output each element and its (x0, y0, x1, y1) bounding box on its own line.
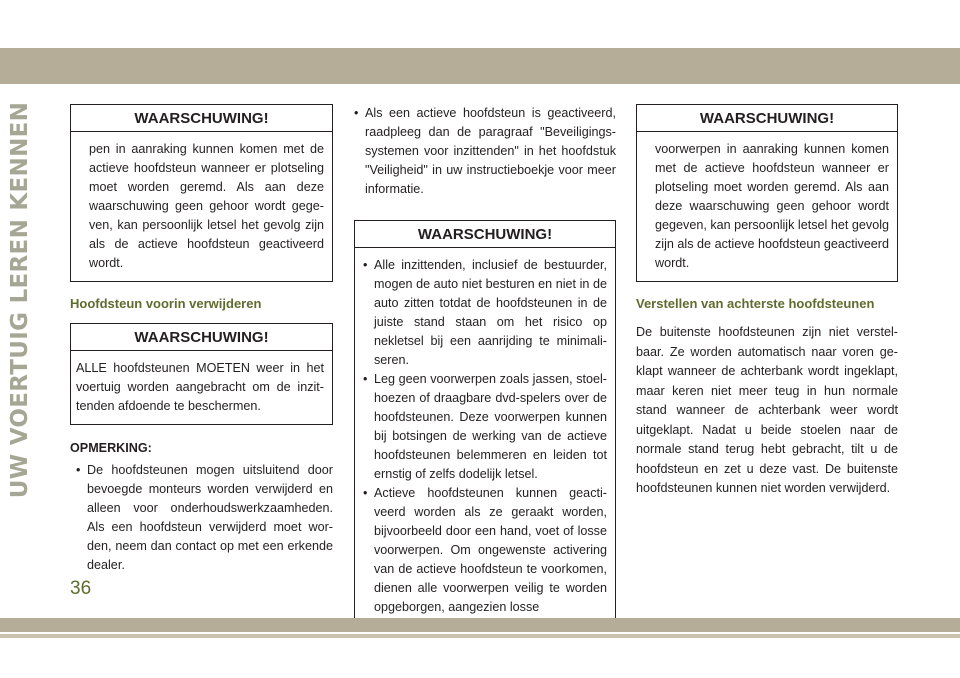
bottom-band (0, 618, 960, 632)
column-1 (70, 104, 333, 575)
warning-title: WAARSCHUWING! (71, 105, 332, 132)
rear-headrest-paragraph: De buitenste hoofdsteunen zijn niet verstelbaar. Ze worden automatisch naar voren geklapt wanneer de achterbank wordt ingeklapt, maar keren niet meer teug in hun normale stand wanneer de achterbank weer wordt uitgeklapt. Nadat u beide stoelen naar de normale stand terug hebt gebracht, tilt u de hoofdsteun en zet u deze vast. De buitenste hoofdsteunen kunnen niet worden verwijderd. (636, 325, 898, 495)
warning-text: pen in aanraking kunnen komen met de actieve hoofdsteun wanneer er plotseling moet worden geremd. Als aan deze waarschuwing geen gehoor wordt gegeven, kan persoonlijk letsel het gevolg zijn als de actieve hoofdsteun geactiveerd wordt. (89, 142, 324, 270)
warning-bullet: • Leg geen voorwerpen zoals jassen, stoelhoezen of draagbare dvd-spelers over de hoofdsteunen. Deze voorwerpen kunnen bij botsingen de werking van de actieve hoofdsteunen belemmeren en leiden tot ernstig of zelfs dodelijk letsel. (363, 372, 607, 481)
warning-title: WAARSCHUWING! (637, 105, 897, 132)
warning-box-4 (636, 104, 898, 282)
warning-bullet-text: Alle inzittenden, inclusief de bestuurder, mogen de auto niet besturen en niet in de auto zitten totdat de hoofdsteunen in de juiste stand staan om het risico op nekletsel bij een aanrijding te minimaliseren. (374, 258, 607, 367)
note-bullet-text: De hoofdsteunen mogen uitsluitend door bevoegde monteurs worden verwijderd en alleen voor onderhoudswerkzaamheden. Als een hoofdsteun verwijderd moet worden, neem dan contact op met een erkende dealer. (87, 463, 333, 572)
bottom-band-thin (0, 634, 960, 638)
note-label: OPMERKING: (70, 441, 152, 455)
page-number: 36 (70, 578, 92, 599)
warning-box-2 (70, 323, 333, 425)
warning-list (355, 248, 615, 623)
warning-bullet: • Alle inzittenden, inclusief de bestuurder, mogen de auto niet besturen en niet in de auto zitten totdat de hoofdsteunen in de juiste stand staan om het risico op nekletsel bij een aanrijding te minimaliseren. (363, 258, 607, 367)
warning-title: WAARSCHUWING! (355, 221, 615, 248)
warning-bullet-text: Actieve hoofdsteunen kunnen geactiveerd worden als ze geraakt worden, bijvoorbeeld door een hand, voet of losse voorwerpen. Om ongewenste activering van de actieve hoofdsteun te voorkomen, dienen alle voorwerpen veilig te worden opgeborgen, aangezien losse (374, 486, 607, 614)
info-bullet: • Als een actieve hoofdsteun is geactiveerd, raadpleeg dan de paragraaf "Beveiligingssystemen voor inzittenden" in het hoofdstuk "Veiligheid" in uw instructieboekje voor meer informatie. (354, 106, 616, 196)
warning-text: voorwerpen in aanraking kunnen komen met de actieve hoofdsteun wanneer er plotseling moet worden geremd. Als aan deze waarschuwing geen gehoor wordt gegeven, kan persoonlijk letsel het gevolg zijn als de actieve hoofdsteun geactiveerd wordt. (655, 142, 889, 270)
top-band (0, 48, 960, 84)
warning-box-1 (70, 104, 333, 282)
warning-title: WAARSCHUWING! (71, 324, 332, 351)
warning-text: ALLE hoofdsteunen MOETEN weer in het voertuig worden aangebracht om de inzittenden afdoende te beschermen. (76, 361, 324, 413)
column-3 (636, 104, 898, 499)
warning-bullet-text: Leg geen voorwerpen zoals jassen, stoelhoezen of draagbare dvd-spelers over de hoofdsteunen. Deze voorwerpen kunnen bij botsingen de werking van de actieve hoofdsteunen belemmeren en leiden tot ernstig of zelfs dodelijk letsel. (374, 372, 607, 481)
section-heading-front-headrest: Hoofdsteun voorin verwijderen (70, 296, 262, 311)
side-title-text: UW VOERTUIG LEREN KENNEN (7, 101, 33, 499)
note-bullet: • De hoofdsteunen mogen uitsluitend door bevoegde monteurs worden verwijderd en alleen voor onderhoudswerkzaamheden. Als een hoofdsteun verwijderd moet worden, neem dan contact op met een erkende dealer. (76, 463, 333, 572)
warning-box-3 (354, 220, 616, 624)
warning-bullet: • Actieve hoofdsteunen kunnen geactiveerd worden als ze geraakt worden, bijvoorbeeld door een hand, voet of losse voorwerpen. Om ongewenste activering van de actieve hoofdsteun te voorkomen, dienen alle voorwerpen veilig te worden opgeborgen, aangezien losse (363, 486, 607, 614)
section-heading-rear-headrest: Verstellen van achterste hoofdsteunen (636, 296, 875, 311)
column-2 (354, 104, 616, 624)
info-bullet-text: Als een actieve hoofdsteun is geactiveerd, raadpleeg dan de paragraaf "Beveiligingssystemen voor inzittenden" in het hoofdstuk "Veiligheid" in uw instructieboekje voor meer informatie. (365, 106, 616, 196)
